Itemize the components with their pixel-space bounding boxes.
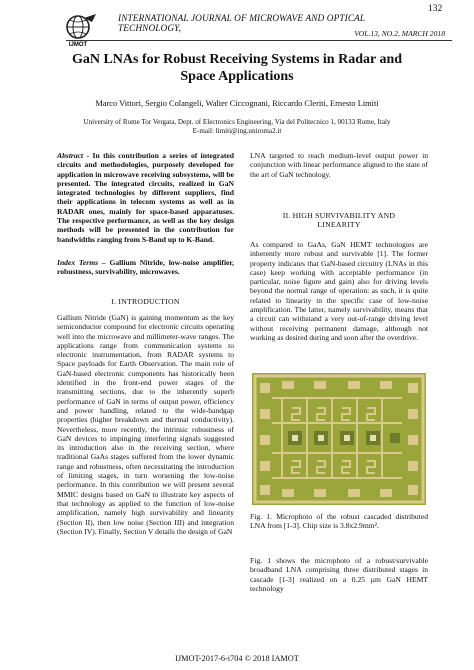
right-column-intro: LNA targeted to reach medium-level output power in conjunction with linear performance aligned to the state of the art of GaN technology. (250, 151, 428, 179)
page-number: 132 (428, 4, 443, 14)
chip-microphoto (252, 373, 426, 505)
paper-title (60, 52, 414, 85)
section-2-heading-line-1: II. HIGH SURVIVABILITY AND (282, 211, 396, 220)
abstract (57, 151, 234, 244)
section-1-heading: I. INTRODUCTION (111, 297, 180, 306)
section-1-text: Gallium Nitride (GaN) is gaining momentum as the key semiconductor compound for electronic circuits operating well into the microwave and millimeter-wave ranges. The applications range from communication systems to electronic instrumentation, from RADAR systems to Space payloads for Earth Observation. The main role of GaN-based electronic components has historically been identified in the front-end power stages of the transmitting sections, due to the inherently superb performance of GaN in terms of output power, efficiency and power handling, related to the wide-bandgap properties (higher breakdown and thermal conductivity). Nevertheless, more recently, the intrinsic robustness of GaN devices to impinging interfering signals suggested its introduction also in the receiving section, where traditional GaAs stages suffered from the lower dynamic range and robustness, often necessitating the introduction of limiting stages, in turn worsening the low-noise performance. In this contribution we will present several MMIC designs based on GaN to illustrate key aspects of that technology as applied to the function of low-noise amplification, namely high survivability and linearity (Section II), then low noise (Section III) and integration (Section IV). Finally, Section V details the design of GaN (57, 313, 234, 536)
index-terms-text: – Gallium Nitride, low-noise amplifier, robustness, survivability, microwaves. (57, 258, 234, 277)
affiliation-email: E-mail: limiti@ing.uniroma2.it (192, 127, 282, 135)
journal-logo (62, 12, 104, 48)
journal-name: INTERNATIONAL JOURNAL OF MICROWAVE AND OPTICAL TECHNOLOGY, (118, 14, 366, 34)
index-terms-label: Index Terms (57, 258, 99, 267)
affiliation-line-1: University of Rome Tor Vergata, Dept. of Electronics Engineering, Via del Politecnico 1, 00133 Rome, Italy (83, 118, 391, 126)
abstract-text: - In this contribution a series of integrated circuits and methodologies, purposely developed for application in microwave receiving subsystems, will be presented. The integrated circuits, realized in GaN integrated technologies by different suppliers, find their applications in telecom systems as well as in RADAR ones, mainly for space-based apparatuses. The respective performance, as well as the key design methods will be presented in the contribution for bandwidths ranging from S-Band up to K-Band. (57, 151, 234, 244)
section-2-heading (250, 211, 428, 229)
section-2-text: As compared to GaAs, GaN HEMT technologies are inherently more robust and survivable [1]. The former property indicates that GaN-based circuitry (LNAs in this case) keep working with acceptable performance (in particular, noise figure and gain) also for driving levels beyond the normal range of operation: as such, it is quite related to linearity in the specific case of low-noise amplification. The latter, namely survivability, means that a circuit can withstand a very out-of-range driving level without receiving permanent damage, although not working as desired during and soon after the overdrive. (250, 240, 428, 342)
figure-1-caption: Fig. 1. Microphoto of the robust cascaded distributed LNA from [1-3]. Chip size is 3.8x2.9mm². (250, 512, 428, 531)
logo-text: IJMOT (68, 42, 88, 48)
page-footer: IJMOT-2017-6-i704 © 2018 IAMOT (175, 654, 299, 663)
globe-icon (67, 14, 96, 38)
authors: Marco Vittori, Sergio Colangeli, Walter Ciccognani, Riccardo Cleriti, Ernesto Limiti (95, 99, 379, 108)
index-terms (57, 258, 234, 277)
title-line-1: GaN LNAs for Robust Receiving Systems in Radar and (71, 52, 403, 67)
abstract-label: Abstract (57, 151, 84, 160)
affiliation (52, 118, 422, 136)
header-rule (66, 40, 452, 41)
volume-issue: VOL.13, NO.2, MARCH 2018 (354, 29, 445, 38)
section-2-heading-line-2: LINEARITY (317, 220, 361, 229)
figure-1-description: Fig. 1 shows the microphoto of a robust/survivable broadband LNA comprising three distributed stages in cascade [1-3] realized on a 0.25 µm GaN HEMT technology (250, 556, 428, 593)
title-line-2: Space Applications (180, 68, 294, 84)
